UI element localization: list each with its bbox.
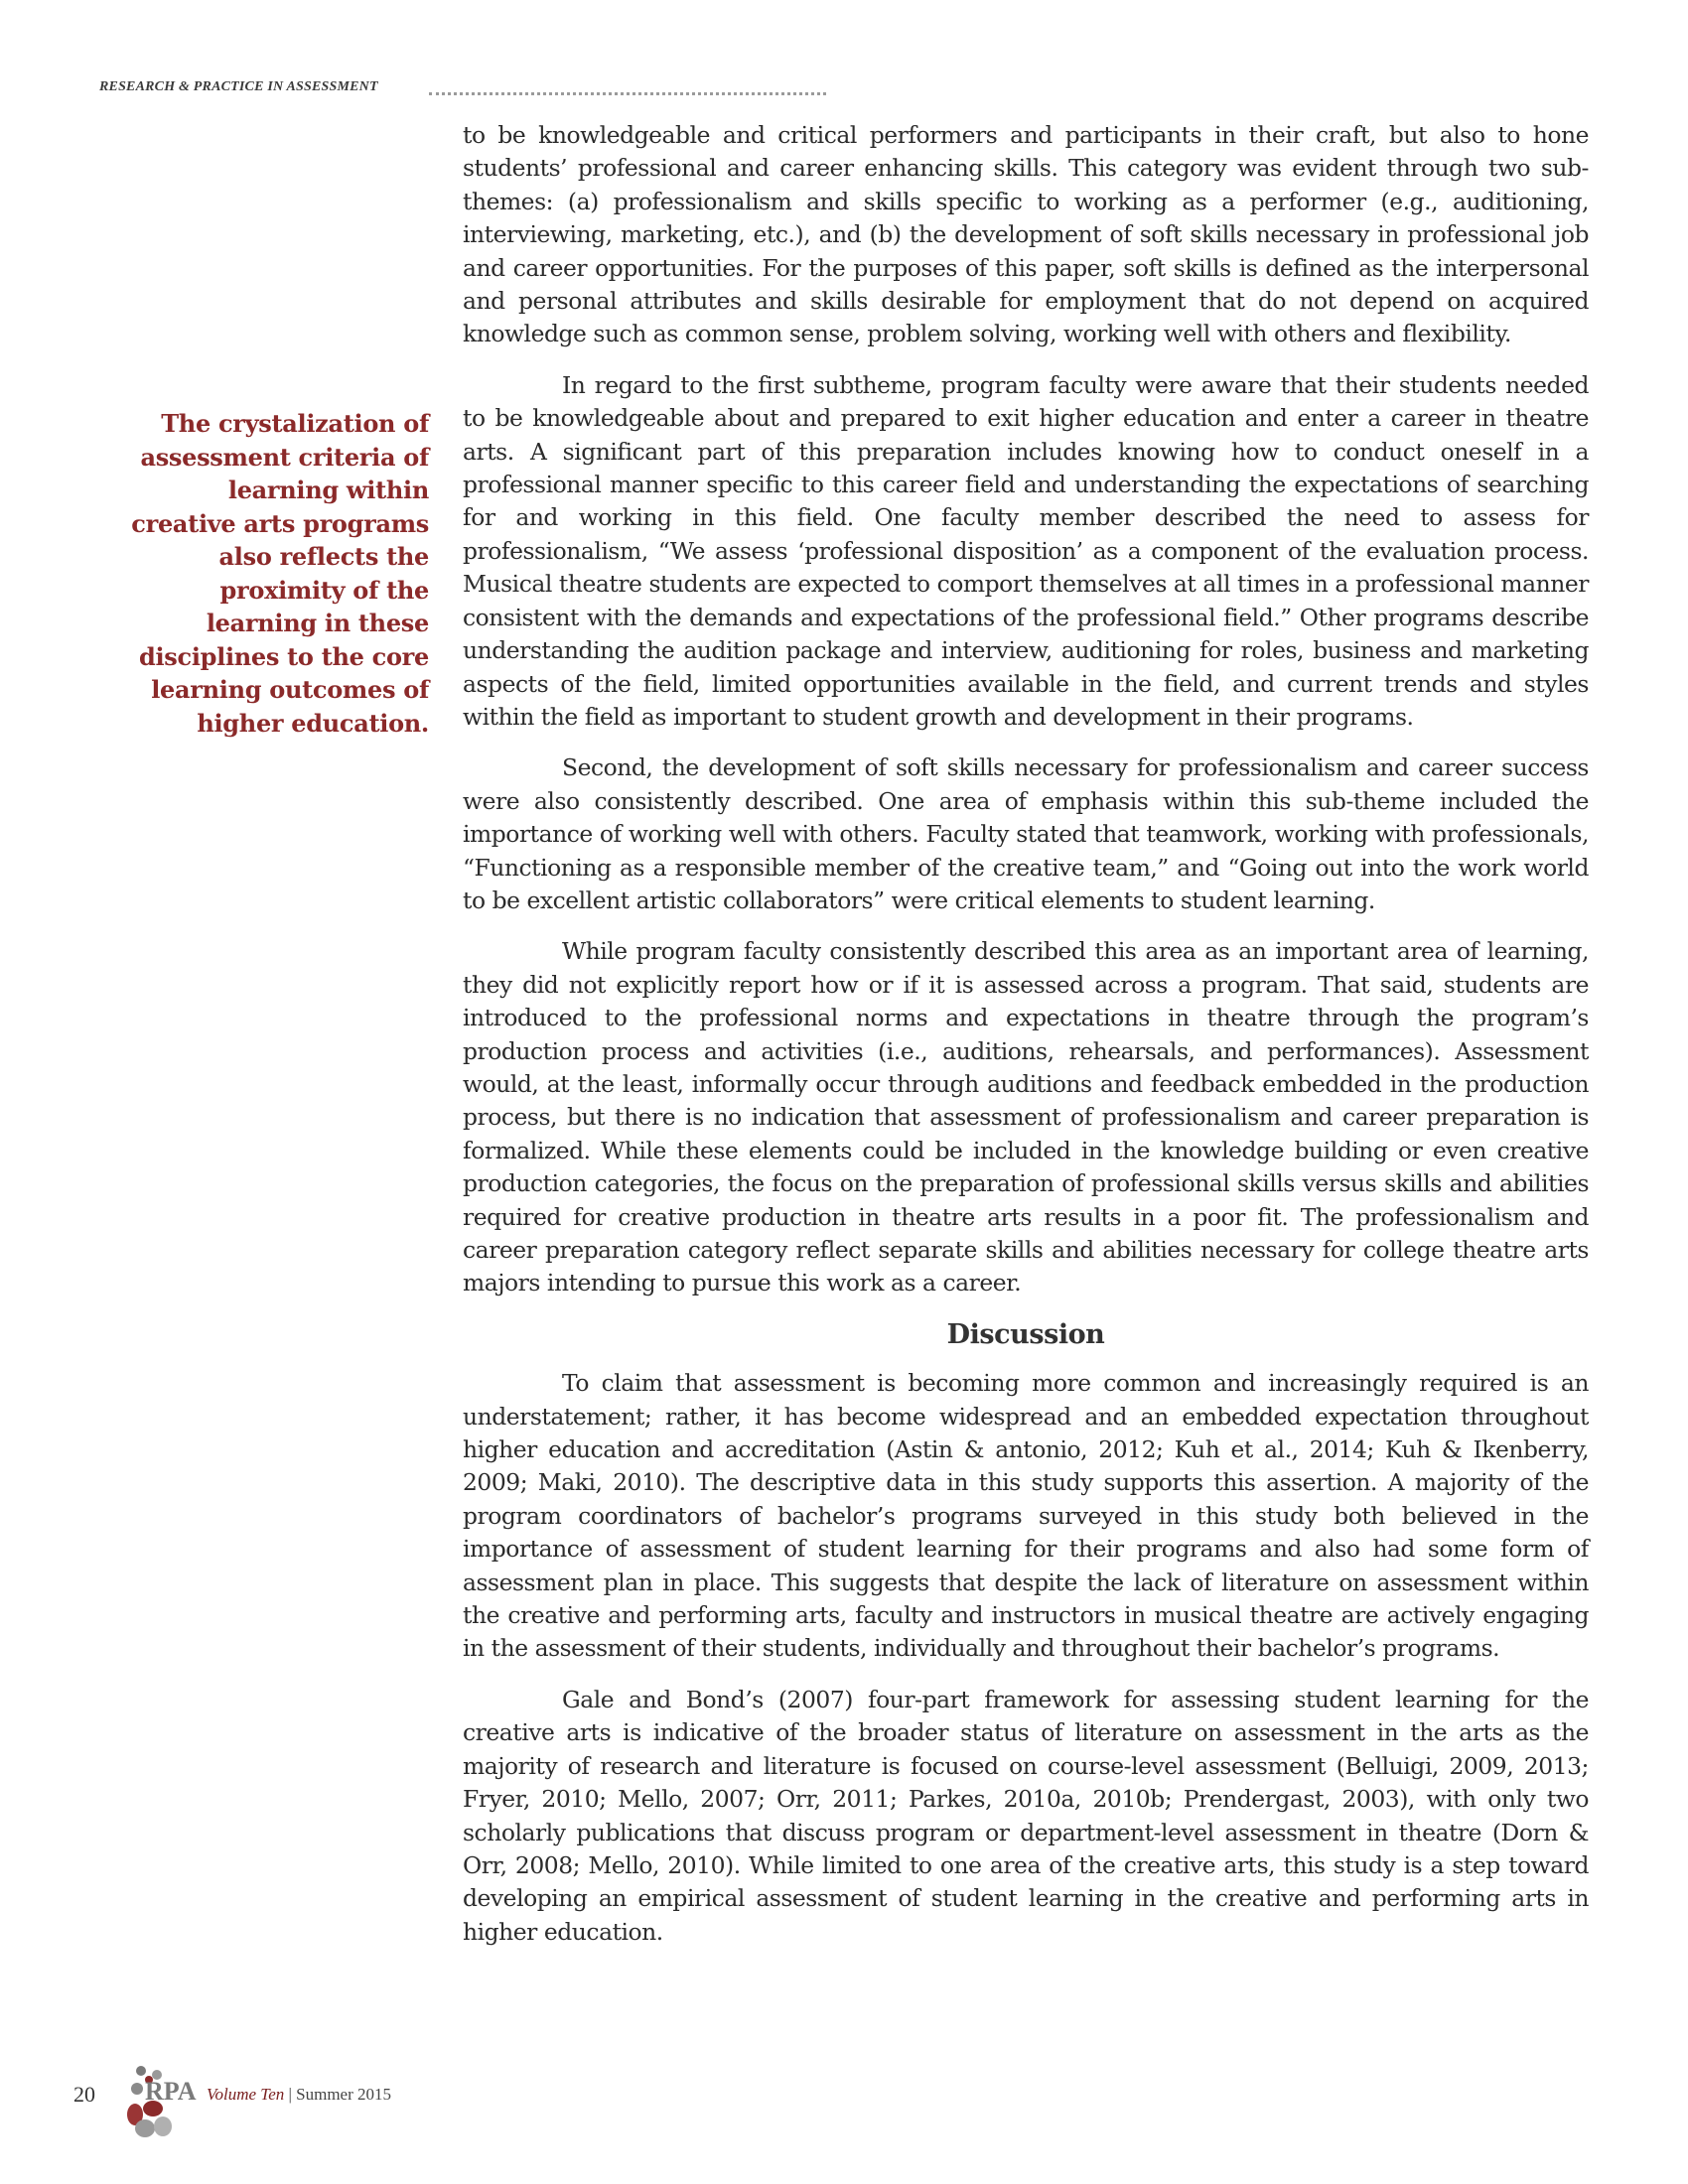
volume-info xyxy=(207,2085,391,2105)
volume-name: Volume Ten xyxy=(207,2085,285,2104)
page-footer xyxy=(73,2065,451,2144)
page-number: 20 xyxy=(73,2082,95,2107)
paragraph-5: To claim that assessment is becoming more common and increasingly required is an understatement; rather, it has become widespread and an embedded expectation throughout higher education and accreditation (Astin & antonio, 2012; Kuh et al., 2014; Kuh & Ikenberry, 2009; Maki, 2010). The descriptive data in this study supports this assertion. A majority of the program coordinators of bachelor’s programs surveyed in this study both believed in the importance of assessment of student learning for their programs and also had some form of assessment plan in place. This suggests that despite the lack of literature on assessment within the creative and performing arts, faculty and instructors in musical theatre are actively engaging in the assessment of their students, individually and throughout their bachelor’s programs. xyxy=(463,1369,1589,1663)
rpa-logo xyxy=(115,2065,264,2144)
pull-quote: The crystalization of assessment criteria of learning within creative arts programs also reflects the proximity of the learning in these disciplines to the core learning outcomes of higher education. xyxy=(131,409,429,738)
running-head-dotted-rule xyxy=(429,92,826,95)
article-body xyxy=(463,119,1589,1967)
paragraph-2: In regard to the first subtheme, program faculty were aware that their students needed to be knowledgeable about and prepared to exit higher education and enter a career in theatre arts. A significant part of this preparation includes knowing how to conduct oneself in a professional manner specific to this career field and understanding the expectations of searching for and working in this field. One faculty member described the need to assess for professionalism, “We assess ‘professional disposition’ as a component of the evaluation process. Musical theatre students are expected to comport themselves at all times in a professional manner consistent with the demands and expectations of the professional field.” Other programs describe understanding the audition package and interview, auditioning for roles, business and marketing aspects of the field, limited opportunities available in the field, and current trends and styles within the field as important to student growth and development in their programs. xyxy=(463,370,1589,731)
volume-separator: | xyxy=(288,2085,292,2104)
paragraph-1: to be knowledgeable and critical performers and participants in their craft, but also to hone students’ professional and career enhancing skills. This category was evident through two sub-themes: (a) professionalism and skills specific to working as a performer (e.g., auditioning, interviewing, marketing, etc.), and (b) the development of soft skills necessary in professional job and career opportunities. For the purposes of this paper, soft skills is defined as the interpersonal and personal attributes and skills desirable for employment that do not depend on acquired knowledge such as common sense, problem solving, working well with others and flexibility. xyxy=(463,121,1589,348)
paragraph-6: Gale and Bond’s (2007) four-part framework for assessing student learning for the creative arts is indicative of the broader status of literature on assessment in the arts as the majority of research and literature is focused on course-level assessment (Belluigi, 2009, 2013; Fryer, 2010; Mello, 2007; Orr, 2011; Parkes, 2010a, 2010b; Prendergast, 2003), with only two scholarly publications that discuss program or department-level assessment in theatre (Dorn & Orr, 2008; Mello, 2010). While limited to one area of the creative arts, this study is a step toward developing an empirical assessment of student learning in the creative and performing arts in higher education. xyxy=(463,1685,1589,1946)
issue-name: Summer 2015 xyxy=(296,2085,392,2104)
paragraph-4: While program faculty consistently described this area as an important area of learning, they did not explicitly report how or if it is assessed across a program. That said, students are introduced to the professional norms and expectations in theatre through the program’s production process and activities (i.e., auditions, rehearsals, and performances). Assessment would, at the least, informally occur through auditions and feedback embedded in the production process, but there is no indication that assessment of professionalism and career preparation is formalized. While these elements could be included in the knowledge building or even creative production categories, the focus on the preparation of professional skills versus skills and abilities required for creative production in theatre arts results in a poor fit. The professionalism and career preparation category reflect separate skills and abilities necessary for college theatre arts majors intending to pursue this work as a career. xyxy=(463,937,1589,1297)
section-heading-discussion: Discussion xyxy=(946,1318,1105,1350)
running-head: RESEARCH & PRACTICE IN ASSESSMENT xyxy=(99,79,378,94)
logo-text: RPA xyxy=(145,2077,197,2106)
paragraph-3: Second, the development of soft skills necessary for professionalism and career success were also consistently described. One area of emphasis within this sub-theme included the importance of working well with others. Faculty stated that teamwork, working with professionals, “Functioning as a responsible member of the creative team,” and “Going out into the work world to be excellent artistic collaborators” were critical elements to student learning. xyxy=(463,753,1589,914)
